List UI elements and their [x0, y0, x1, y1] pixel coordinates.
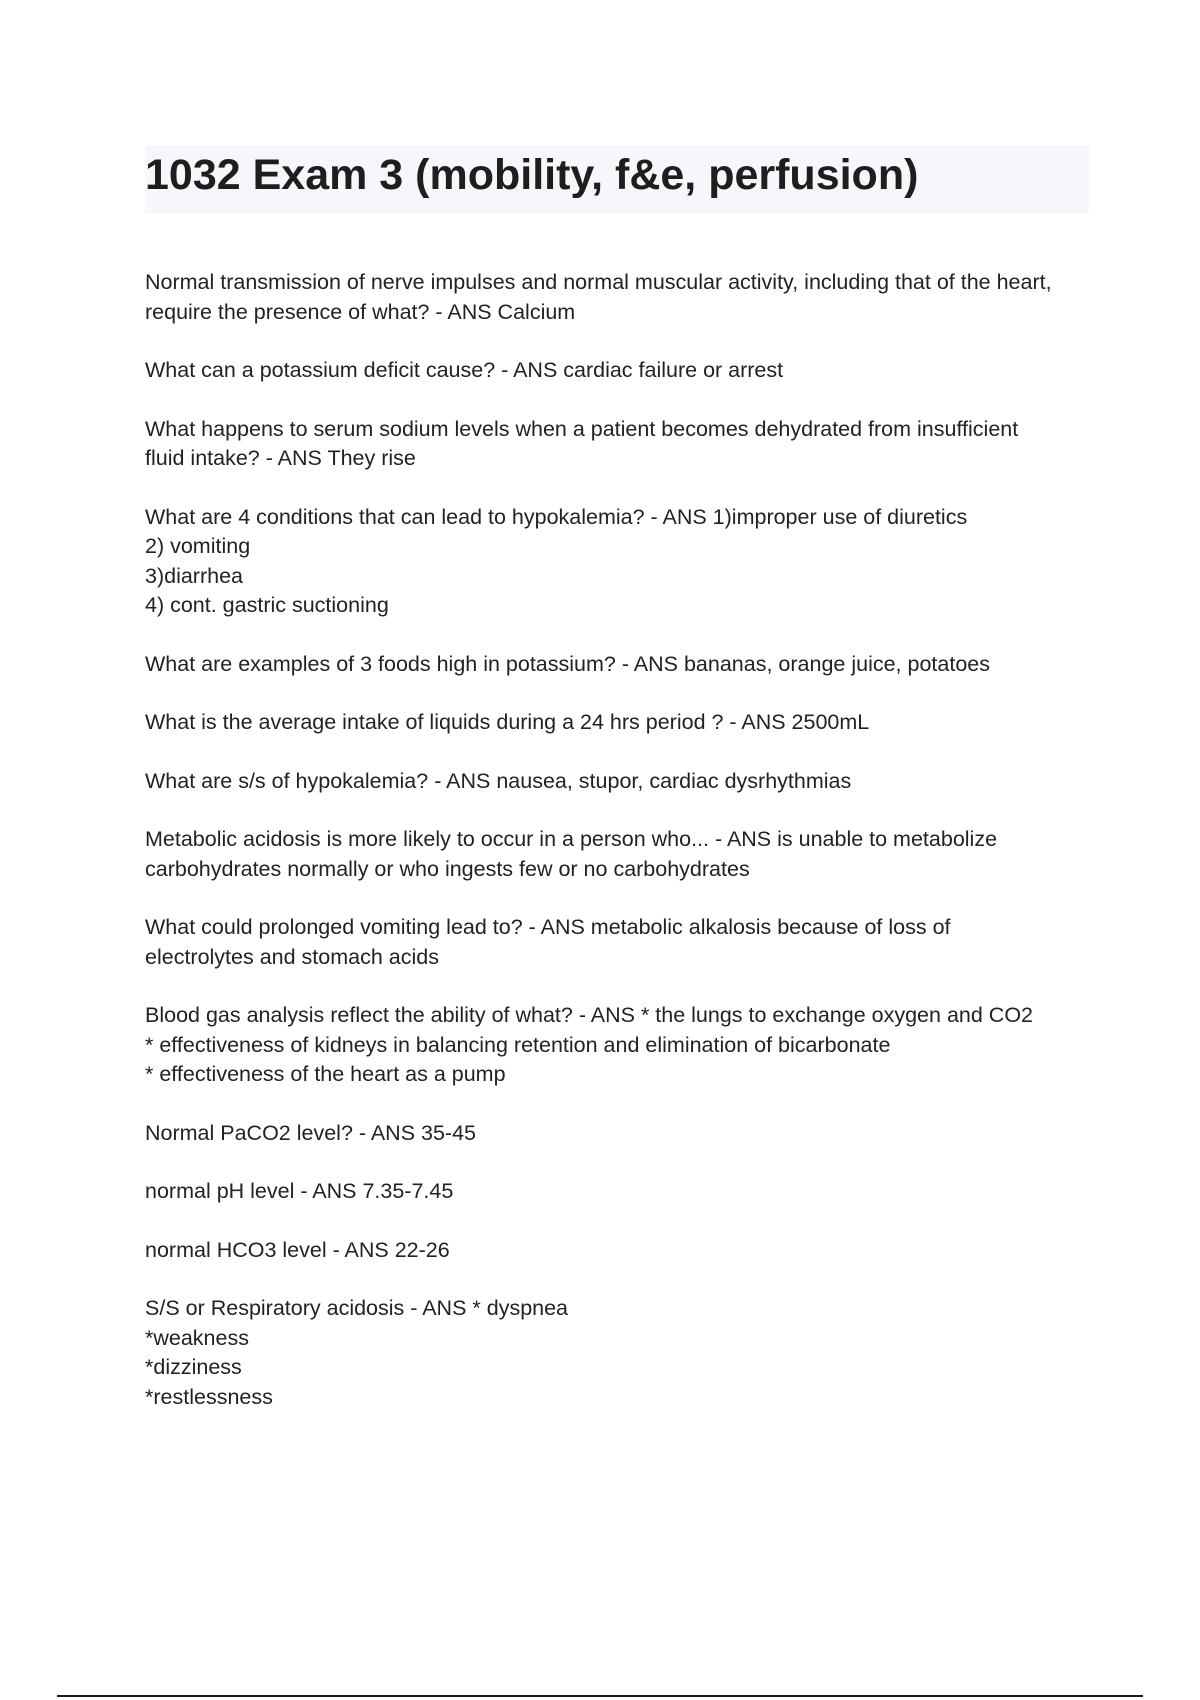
qa-line: Metabolic acidosis is more likely to occur in a person who... - ANS is unable to metabolize: [145, 827, 998, 851]
qa-item: [145, 1294, 1095, 1412]
qa-line: What are s/s of hypokalemia? - ANS nausea, stupor, cardiac dysrhythmias: [145, 768, 852, 793]
qa-line: require the presence of what? - ANS Calcium: [145, 299, 576, 324]
qa-line: *weakness: [145, 1325, 249, 1350]
qa-line: What is the average intake of liquids during a 24 hrs period ? - ANS 2500mL: [145, 710, 870, 734]
qa-line: What happens to serum sodium levels when a patient becomes dehydrated from insufficient: [145, 416, 1019, 441]
qa-line: * effectiveness of the heart as a pump: [145, 1062, 506, 1086]
qa-line: 2) vomiting: [145, 534, 251, 558]
qa-item: [145, 650, 1095, 680]
qa-line: What can a potassium deficit cause? - ANS cardiac failure or arrest: [145, 358, 784, 382]
qa-line: What are examples of 3 foods high in potassium? - ANS bananas, orange juice, potatoes: [145, 651, 990, 676]
qa-line: * effectiveness of kidneys in balancing retention and elimination of bicarbonate: [145, 1032, 891, 1057]
qa-item: [145, 415, 1095, 474]
qa-line: 3)diarrhea: [145, 563, 243, 588]
qa-item: [145, 1177, 1095, 1207]
qa-line: S/S or Respiratory acidosis - ANS * dyspnea: [145, 1296, 569, 1320]
qa-line: Normal transmission of nerve impulses and normal muscular activity, including that of the heart,: [145, 270, 1052, 294]
document-title: 1032 Exam 3 (mobility, f&e, perfusion): [145, 151, 919, 199]
qa-line: What are 4 conditions that can lead to hypokalemia? - ANS 1)improper use of diuretics: [145, 504, 968, 529]
qa-item: [145, 356, 1095, 386]
footer-divider: [57, 1695, 1143, 1697]
qa-item: [145, 1001, 1095, 1090]
qa-item: [145, 708, 1095, 738]
qa-line: What could prolonged vomiting lead to? - ANS metabolic alkalosis because of loss of: [145, 915, 951, 939]
qa-line: 4) cont. gastric suctioning: [145, 593, 389, 617]
qa-line: normal HCO3 level - ANS 22-26: [145, 1237, 450, 1262]
qa-line: electrolytes and stomach acids: [145, 944, 439, 969]
qa-item: [145, 1119, 1095, 1149]
qa-item: [145, 767, 1095, 797]
qa-item: [145, 913, 1095, 972]
qa-item: [145, 268, 1095, 327]
qa-line: Blood gas analysis reflect the ability of what? - ANS * the lungs to exchange oxygen and CO2: [145, 1003, 1033, 1027]
qa-line: fluid intake? - ANS They rise: [145, 446, 416, 470]
qa-item: [145, 825, 1095, 884]
qa-line: Normal PaCO2 level? - ANS 35-45: [145, 1120, 477, 1145]
qa-item: [145, 1236, 1095, 1266]
qa-line: *dizziness: [145, 1355, 242, 1379]
qa-line: *restlessness: [145, 1384, 273, 1409]
qa-list: [145, 268, 1095, 1441]
qa-item: [145, 503, 1095, 621]
qa-line: normal pH level - ANS 7.35-7.45: [145, 1179, 454, 1203]
qa-line: carbohydrates normally or who ingests few or no carbohydrates: [145, 856, 750, 881]
